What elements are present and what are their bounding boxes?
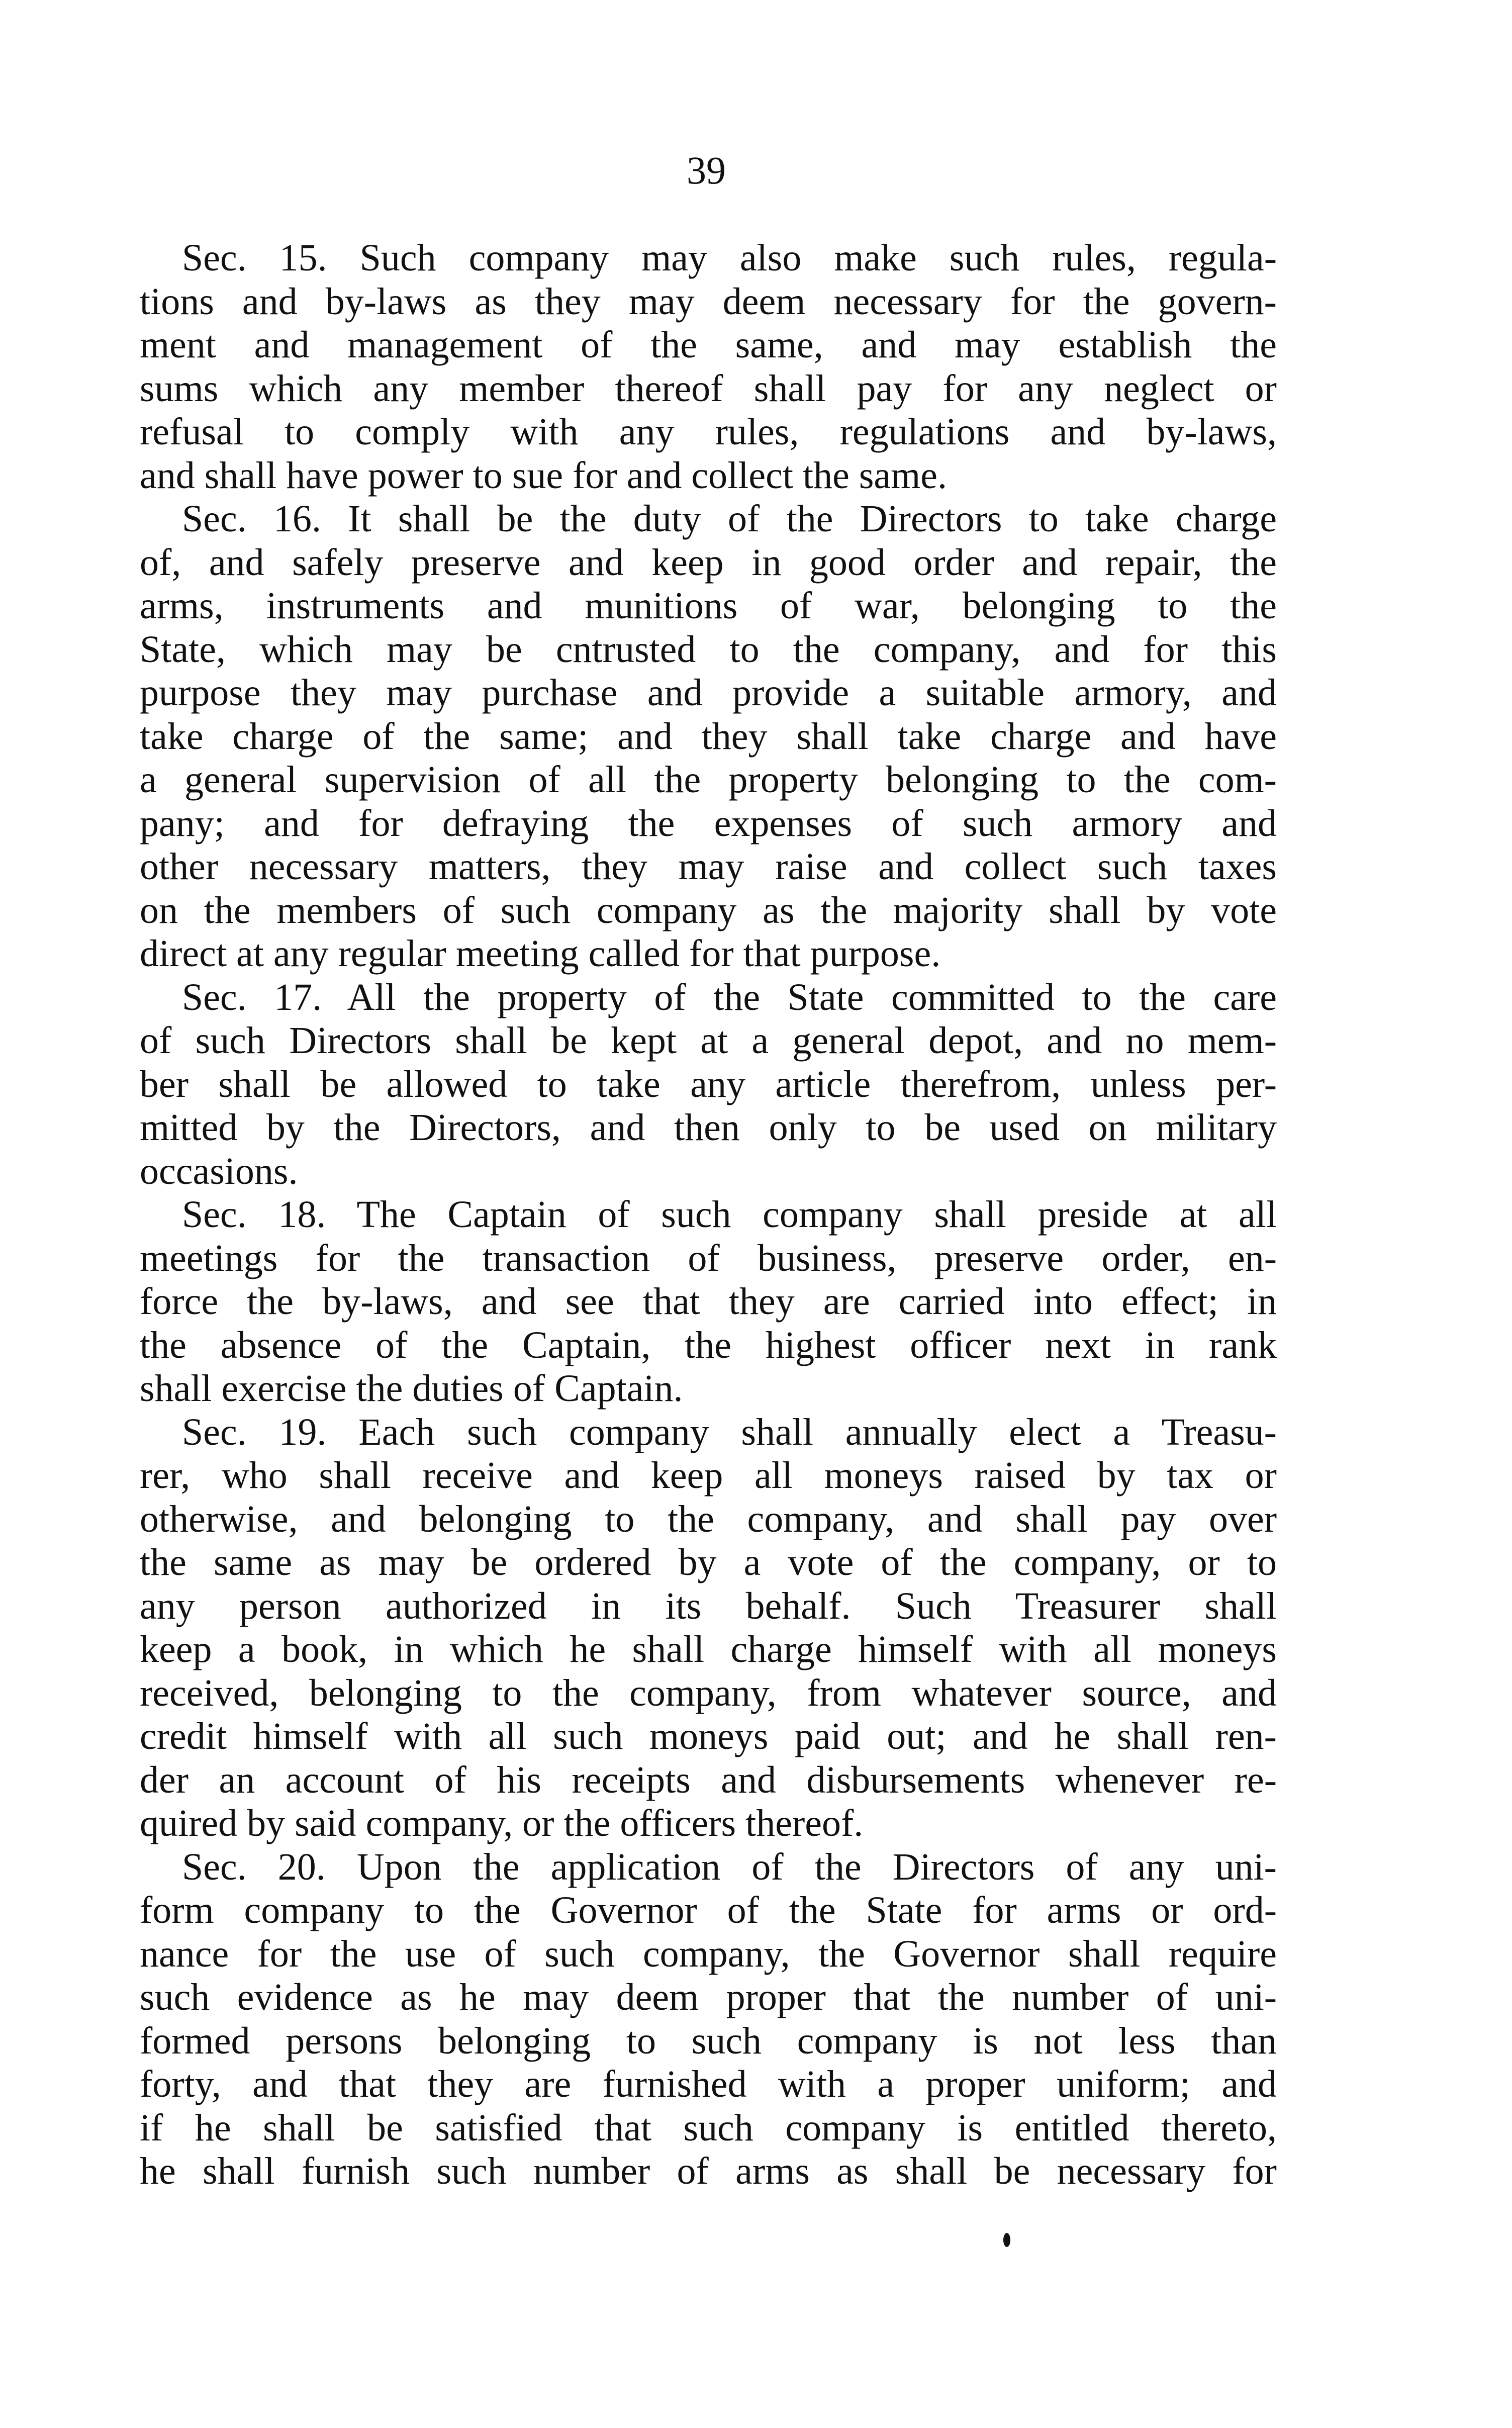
text-line: tions and by-laws as they may deem necessary for the govern- [140, 280, 1277, 323]
text-line: pany; and for defraying the expenses of such armory and [140, 802, 1277, 845]
text-line: such evidence as he may deem proper that the number of uni- [140, 1976, 1277, 2018]
text-line: State, which may be cntrusted to the company, and for this [140, 628, 1277, 671]
text-line: quired by said company, or the officers thereof. [140, 1802, 864, 1844]
text-line: ber shall be allowed to take any article therefrom, unless per- [140, 1063, 1277, 1105]
text-line: arms, instruments and munitions of war, belonging to the [140, 585, 1277, 627]
text-line: he shall furnish such number of arms as shall be necessary for [140, 2150, 1277, 2192]
text-line: formed persons belonging to such company is not less than [140, 2019, 1277, 2062]
text-line: if he shall be satisfied that such company is entitled thereto, [140, 2106, 1277, 2149]
text-line: the same as may be ordered by a vote of the company, or to [140, 1541, 1277, 1583]
text-line: force the by-laws, and see that they are carried into effect; in [140, 1280, 1277, 1323]
text-line: purpose they may purchase and provide a suitable armory, and [140, 672, 1277, 714]
text-line: rer, who shall receive and keep all moneys raised by tax or [140, 1454, 1277, 1497]
statute-text [140, 236, 1277, 2193]
text-line: keep a book, in which he shall charge himself with all moneys [140, 1628, 1277, 1670]
text-line: the absence of the Captain, the highest officer next in rank [140, 1324, 1277, 1366]
text-line: any person authorized in its behalf. Such Treasurer shall [140, 1584, 1277, 1627]
text-line: meetings for the transaction of business, preserve order, en- [140, 1237, 1277, 1279]
text-line: der an account of his receipts and disbursements whenever re- [140, 1758, 1277, 1801]
text-line: refusal to comply with any rules, regulations and by-laws, [140, 411, 1277, 453]
text-line: Sec. 19. Each such company shall annually elect a Treasu- [182, 1411, 1277, 1453]
text-line: Sec. 17. All the property of the State committed to the care [182, 976, 1277, 1018]
text-line: otherwise, and belonging to the company, and shall pay over [140, 1498, 1277, 1540]
text-line: take charge of the same; and they shall take charge and have [140, 715, 1277, 758]
ink-speck [1003, 2233, 1010, 2247]
text-line: received, belonging to the company, from whatever source, and [140, 1671, 1277, 1714]
text-line: shall exercise the duties of Captain. [140, 1367, 683, 1410]
text-line: of such Directors shall be kept at a general depot, and no mem- [140, 1019, 1277, 1062]
text-line: Sec. 18. The Captain of such company shall preside at all [182, 1193, 1277, 1236]
text-line: mitted by the Directors, and then only to be used on military [140, 1106, 1277, 1149]
page-number: 39 [687, 148, 726, 192]
text-line: form company to the Governor of the State for arms or ord- [140, 1889, 1277, 1931]
text-line: sums which any member thereof shall pay for any neglect or [140, 367, 1277, 410]
text-line: direct at any regular meeting called for that purpose. [140, 932, 941, 975]
text-line: on the members of such company as the majority shall by vote [140, 889, 1277, 931]
text-line: nance for the use of such company, the Governor shall require [140, 1932, 1277, 1975]
text-line: a general supervision of all the property belonging to the com- [140, 759, 1277, 801]
text-line: credit himself with all such moneys paid out; and he shall ren- [140, 1715, 1277, 1757]
text-line: and shall have power to sue for and collect the same. [140, 454, 947, 497]
text-line: of, and safely preserve and keep in good order and repair, the [140, 541, 1277, 584]
text-line: occasions. [140, 1150, 298, 1192]
text-line: other necessary matters, they may raise and collect such taxes [140, 846, 1277, 888]
text-line: forty, and that they are furnished with a proper uniform; and [140, 2063, 1277, 2105]
text-line: Sec. 15. Such company may also make such rules, regula- [182, 237, 1277, 279]
text-line: Sec. 16. It shall be the duty of the Directors to take charge [182, 498, 1277, 540]
text-line: Sec. 20. Upon the application of the Directors of any uni- [182, 1845, 1277, 1888]
text-line: ment and management of the same, and may establish the [140, 324, 1277, 366]
